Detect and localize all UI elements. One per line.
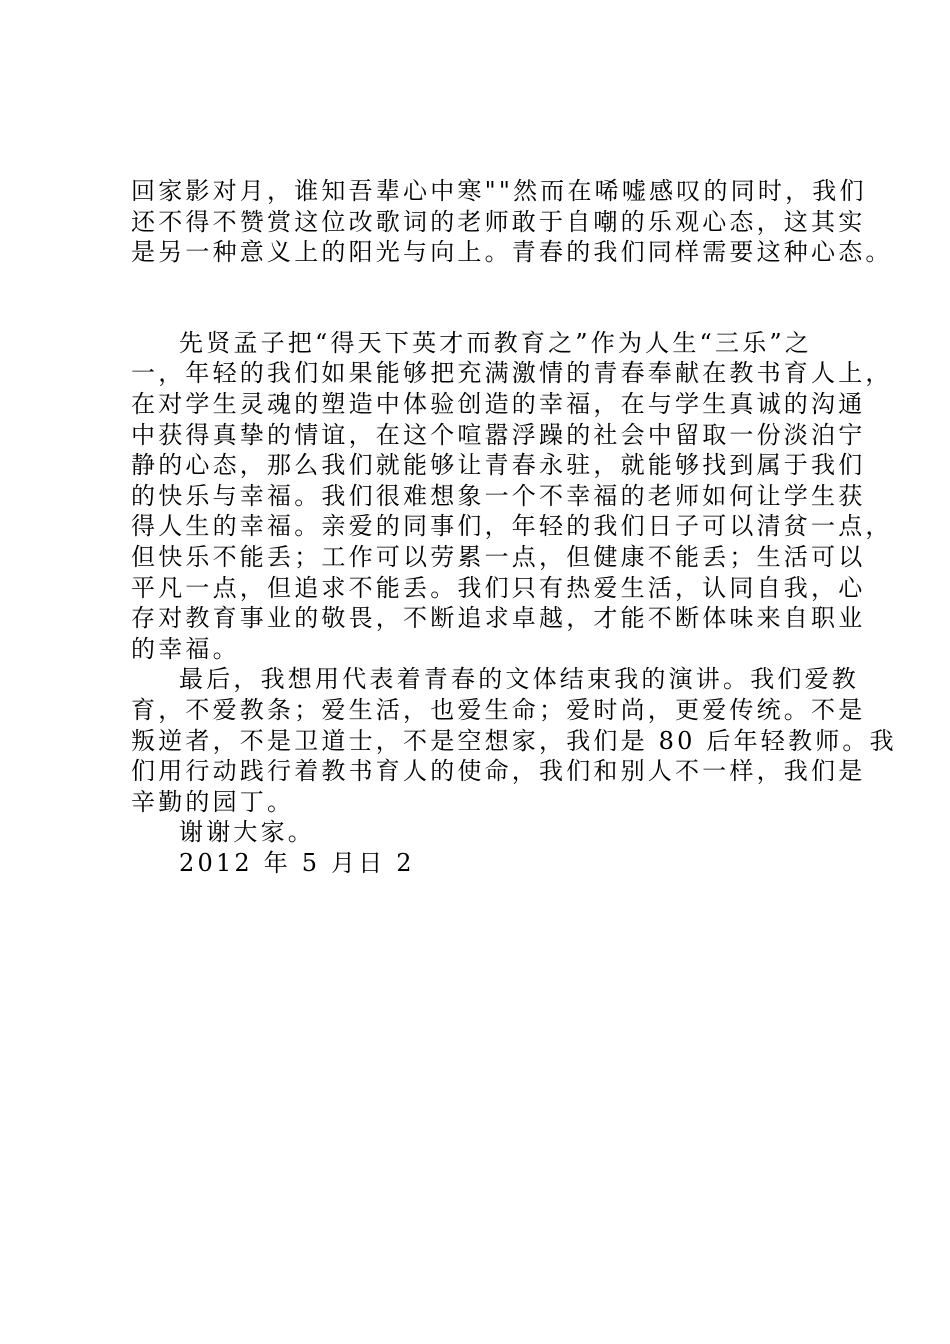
text-line: 2012 年 5 月日 2: [179, 848, 415, 877]
text-line: 是另一种意义上的阳光与向上。青春的我们同样需要这种心态。: [131, 238, 893, 267]
text-line: 育，不爱教条；爱生活，也爱生命；爱时尚，更爱传统。不是: [131, 695, 866, 724]
text-line: 中获得真挚的情谊，在这个喧嚣浮躁的社会中留取一份淡泊宁: [131, 420, 866, 449]
text-line: 还不得不赞赏这位改歌词的老师敢于自嘲的乐观心态，这其实: [131, 207, 866, 236]
text-line: 平凡一点，但追求不能丢。我们只有热爱生活，认同自我，心: [131, 573, 866, 602]
text-line: 的幸福。: [131, 634, 240, 663]
text-line: 的快乐与幸福。我们很难想象一个不幸福的老师如何让学生获: [131, 481, 866, 510]
text-line: 们用行动践行着教书育人的使命，我们和别人不一样，我们是: [131, 757, 866, 786]
closing-thanks: [131, 817, 836, 848]
text-line: 一，年轻的我们如果能够把充满激情的青春奉献在教书育人上，: [131, 359, 893, 388]
document-body: [131, 176, 897, 878]
paragraph-2: [131, 328, 893, 665]
text-line: 叛逆者，不是卫道士，不是空想家，我们是 80 后年轻教师。我: [131, 726, 897, 755]
paragraph-3: [131, 664, 897, 817]
text-line: 辛勤的园丁。: [131, 787, 295, 816]
text-line: 先贤孟子把“得天下英才而教育之”作为人生“三乐”之: [179, 328, 813, 357]
document-date: [131, 848, 836, 879]
paragraph-spacer: [131, 268, 836, 328]
text-line: 但快乐不能丢；工作可以劳累一点，但健康不能丢；生活可以: [131, 542, 866, 571]
paragraph-1: [131, 176, 893, 268]
text-line: 得人生的幸福。亲爱的同事们，年轻的我们日子可以清贫一点，: [131, 512, 893, 541]
text-line: 存对教育事业的敬畏，不断追求卓越，才能不断体味来自职业: [131, 604, 866, 633]
text-line: 静的心态，那么我们就能够让青春永驻，就能够找到属于我们: [131, 451, 866, 480]
text-line: 谢谢大家。: [179, 818, 315, 847]
text-line: 回家影对月，谁知吾辈心中寒""然而在唏嘘感叹的同时，我们: [131, 177, 867, 205]
text-line: 在对学生灵魂的塑造中体验创造的幸福，在与学生真诚的沟通: [131, 389, 866, 418]
text-line: 最后，我想用代表着青春的文体结束我的演讲。我们爱教: [179, 665, 859, 694]
